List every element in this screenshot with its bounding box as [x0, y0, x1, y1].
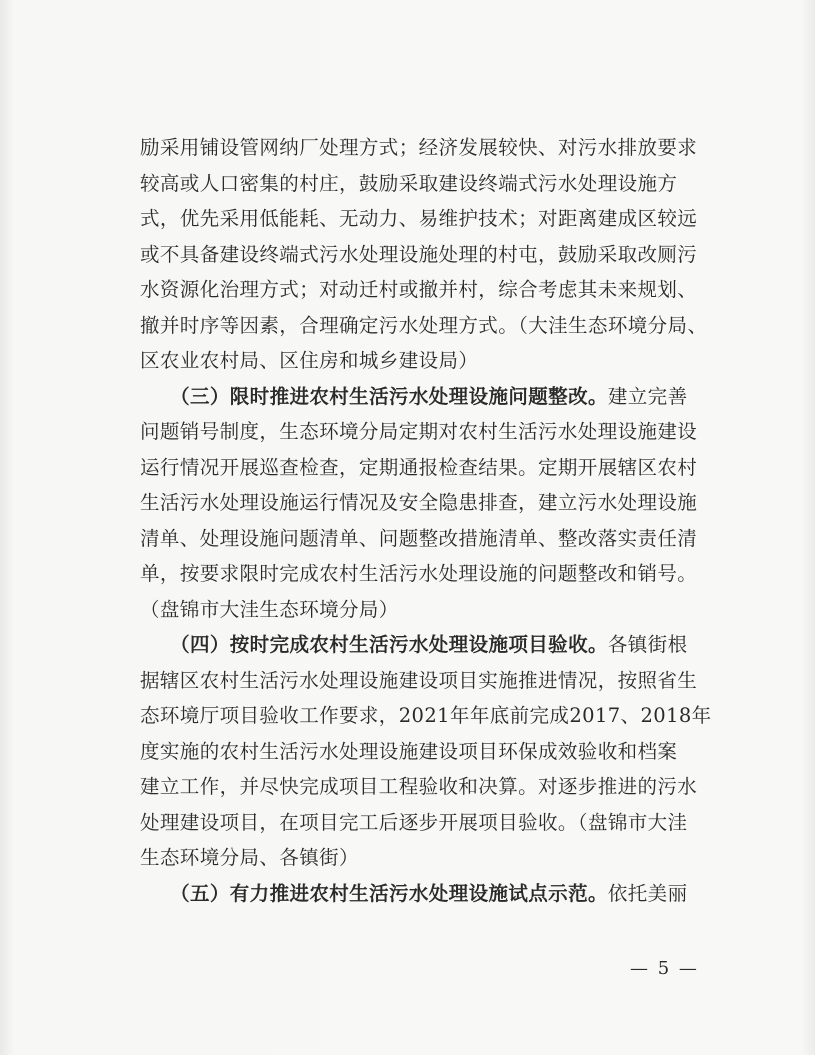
section-heading-line	[140, 379, 700, 415]
body-line: 较高或人口密集的村庄，鼓励采取建设终端式污水处理设施方	[140, 171, 678, 195]
body-line: 态环境厅项目验收工作要求，2021年年底前完成2017、2018年	[140, 704, 712, 727]
body-line: 水资源化治理方式；对动迁村或撤并村，综合考虑其未来规划、	[140, 278, 698, 301]
body-line: （盘锦市大洼生态环境分局）	[140, 597, 399, 621]
page-number: — 5 —	[630, 958, 699, 979]
body-line: 生态环境分局、各镇街）	[140, 846, 359, 869]
section-heading-5: （五）有力推进农村生活污水处理设施试点示范。	[179, 881, 608, 905]
paragraph-section-5	[140, 876, 700, 912]
section-heading-line	[140, 876, 700, 912]
body-text: 依托美丽	[607, 881, 688, 905]
body-line: 运行情况开展巡查检查，定期通报检查结果。定期开展辖区农村	[140, 455, 698, 479]
body-line: 建立工作，并尽快完成项目工程验收和决算。对逐步推进的污水	[140, 775, 698, 798]
section-heading-4: （四）按时完成农村生活污水处理设施项目验收。	[179, 633, 608, 656]
section-heading-line	[140, 627, 700, 663]
body-line: 生活污水处理设施运行情况及安全隐患排查，建立污水处理设施	[140, 491, 698, 514]
body-line: 处理建设项目，在项目完工后逐步开展项目验收。（盘锦市大洼	[140, 810, 688, 834]
paragraph-wastewater-methods	[140, 130, 708, 379]
body-text: 建立完善	[607, 384, 688, 408]
body-line: 撤并时序等因素，合理确定污水处理方式。（大洼生态环境分局、	[140, 313, 708, 337]
body-line: 式，优先采用低能耗、无动力、易维护技术；对距离建成区较远	[140, 207, 698, 230]
body-line: 或不具备建设终端式污水处理设施处理的村屯，鼓励采取改厕污	[140, 242, 698, 266]
section-heading-3: （三）限时推进农村生活污水处理设施问题整改。	[179, 384, 608, 408]
body-line: 励采用铺设管网纳厂处理方式；经济发展较快、对污水排放要求	[140, 136, 698, 159]
document-body	[140, 130, 712, 911]
body-line: 单，按要求限时完成农村生活污水处理设施的问题整改和销号。	[140, 562, 698, 585]
paragraph-section-4	[140, 627, 712, 876]
paragraph-section-3	[140, 379, 700, 628]
body-line: 清单、处理设施问题清单、问题整改措施清单、整改落实责任清	[140, 526, 698, 550]
body-line: 度实施的农村生活污水处理设施建设项目环保成效验收和档案	[140, 739, 678, 763]
body-line: 区农业农村局、区住房和城乡建设局）	[140, 349, 479, 372]
body-text: 各镇街根	[607, 633, 688, 656]
body-line: 问题销号制度，生态环境分局定期对农村生活污水处理设施建设	[140, 420, 698, 443]
body-line: 据辖区农村生活污水处理设施建设项目实施推进情况，按照省生	[140, 668, 698, 692]
